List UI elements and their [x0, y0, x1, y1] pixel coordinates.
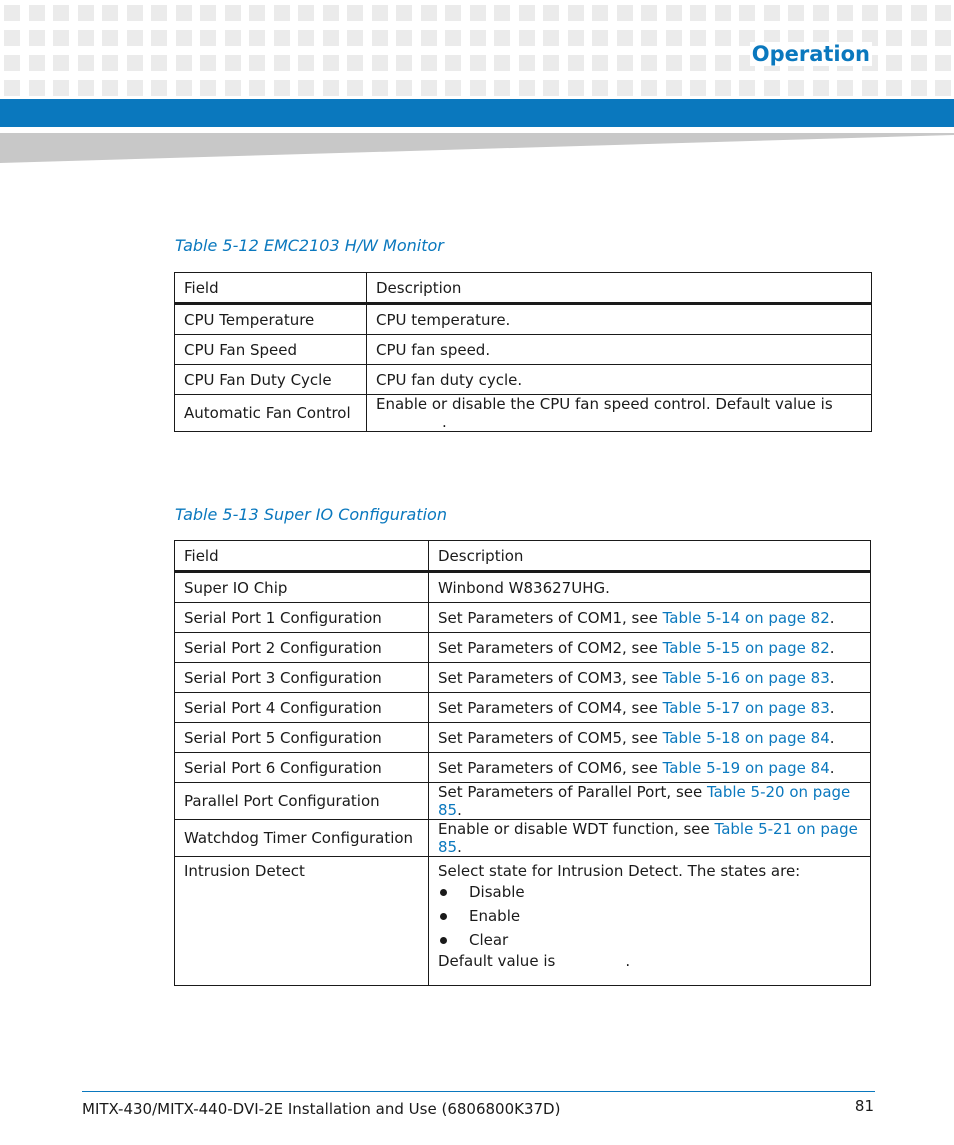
description-cell: Winbond W83627UHG.: [429, 572, 871, 603]
table-row: [175, 304, 872, 335]
description-end: .: [829, 608, 835, 627]
description-end: .: [457, 801, 462, 819]
table-row: [175, 753, 871, 783]
column-header-description: Description: [367, 273, 872, 304]
dot-square: [323, 30, 339, 46]
hw-monitor-table: [174, 272, 872, 432]
table-5-16-link[interactable]: Table 5-16 on page 83: [662, 668, 830, 687]
field-cell: Super IO Chip: [175, 572, 429, 603]
dot-square: [715, 55, 731, 71]
field-cell: Parallel Port Configuration: [175, 783, 429, 820]
table1-caption: Table 5-12 EMC2103 H/W Monitor: [175, 236, 444, 255]
dot-square: [666, 30, 682, 46]
list-item: Disable: [438, 880, 861, 904]
dot-square: [911, 5, 927, 21]
table-header-row: [175, 273, 872, 304]
dot-square: [249, 55, 265, 71]
dot-square: [592, 5, 608, 21]
field-cell: Watchdog Timer Configuration: [175, 820, 429, 857]
dot-square: [323, 80, 339, 96]
page-number: 81: [854, 1097, 874, 1115]
dot-square: [53, 5, 69, 21]
description-text: Set Parameters of COM4, see: [438, 698, 663, 717]
description-end: .: [829, 668, 835, 687]
dot-square: [445, 55, 461, 71]
dot-square: [176, 30, 192, 46]
dot-square: [690, 5, 706, 21]
dot-square: [690, 80, 706, 96]
dot-square: [274, 5, 290, 21]
dot-square: [102, 30, 118, 46]
dot-square: [666, 80, 682, 96]
dot-square: [298, 30, 314, 46]
list-item: Clear: [438, 928, 861, 952]
dot-square: [102, 55, 118, 71]
dot-square: [813, 5, 829, 21]
description-text: Set Parameters of COM5, see: [438, 728, 663, 747]
dot-square: [274, 30, 290, 46]
dot-square: [715, 5, 731, 21]
default-end: .: [625, 952, 631, 970]
dot-square: [690, 30, 706, 46]
dot-square: [519, 5, 535, 21]
dot-square: [29, 55, 45, 71]
table2-caption: Table 5-13 Super IO Configuration: [175, 505, 447, 524]
dot-square: [543, 5, 559, 21]
table-row: [175, 857, 871, 986]
dot-square: [494, 5, 510, 21]
dot-square: [4, 55, 20, 71]
field-cell: Serial Port 6 Configuration: [175, 753, 429, 783]
dot-square: [298, 55, 314, 71]
dot-square: [151, 80, 167, 96]
dot-square: [225, 80, 241, 96]
description-text: Set Parameters of COM3, see: [438, 668, 663, 687]
dot-square: [543, 80, 559, 96]
dot-square: [617, 30, 633, 46]
dot-square: [4, 80, 20, 96]
table-header-row: [175, 541, 871, 572]
dot-square: [813, 80, 829, 96]
table-row: [175, 603, 871, 633]
dot-square: [568, 55, 584, 71]
dot-square: [396, 80, 412, 96]
description-cell: [429, 693, 871, 723]
dot-square: [862, 80, 878, 96]
table-row: [175, 335, 872, 365]
dot-square: [372, 80, 388, 96]
table-row: [175, 633, 871, 663]
dot-square: [764, 80, 780, 96]
dot-square: [886, 55, 902, 71]
dot-square: [29, 5, 45, 21]
description-cell: [429, 633, 871, 663]
dot-square: [470, 5, 486, 21]
dot-square: [151, 30, 167, 46]
list-item: Enable: [438, 904, 861, 928]
table-row: [175, 820, 871, 857]
dot-square: [739, 80, 755, 96]
dot-square: [127, 55, 143, 71]
dot-square: [494, 30, 510, 46]
dot-square: [53, 30, 69, 46]
table-row: [175, 693, 871, 723]
dot-square: [543, 30, 559, 46]
dot-square: [347, 30, 363, 46]
dot-square: [200, 55, 216, 71]
dot-square: [200, 5, 216, 21]
dot-square: [470, 30, 486, 46]
dot-square: [617, 5, 633, 21]
description-text: Enable or disable the CPU fan speed control. Default value is: [376, 395, 833, 413]
dot-square: [29, 80, 45, 96]
column-header-field: Field: [175, 273, 367, 304]
dot-square: [886, 30, 902, 46]
table-row: [175, 783, 871, 820]
table-row: [175, 365, 872, 395]
description-cell: [429, 603, 871, 633]
dot-square: [396, 55, 412, 71]
dot-square: [53, 80, 69, 96]
dot-square: [176, 5, 192, 21]
field-cell: Serial Port 1 Configuration: [175, 603, 429, 633]
dot-square: [935, 80, 951, 96]
description-end: .: [457, 838, 462, 856]
dot-square: [372, 5, 388, 21]
field-cell: Serial Port 5 Configuration: [175, 723, 429, 753]
dot-square: [445, 80, 461, 96]
dot-square: [641, 5, 657, 21]
dot-square: [225, 30, 241, 46]
field-cell: CPU Fan Duty Cycle: [175, 365, 367, 395]
dot-square: [886, 5, 902, 21]
dot-square: [176, 80, 192, 96]
dot-square: [641, 55, 657, 71]
dot-square: [911, 30, 927, 46]
dot-square: [470, 80, 486, 96]
dot-square: [200, 30, 216, 46]
description-cell: [367, 395, 872, 432]
dot-square: [298, 5, 314, 21]
table-row: [175, 663, 871, 693]
description-end: .: [829, 638, 835, 657]
description-cell: CPU fan duty cycle.: [367, 365, 872, 395]
description-end: .: [829, 698, 835, 717]
dot-square: [519, 80, 535, 96]
dot-square: [372, 55, 388, 71]
dot-square: [396, 30, 412, 46]
dot-square: [568, 80, 584, 96]
table-5-14-link[interactable]: Table 5-14 on page 82: [662, 608, 830, 627]
dot-square: [470, 55, 486, 71]
column-header-description: Description: [429, 541, 871, 572]
footer-divider: [82, 1091, 875, 1092]
dot-square: [176, 55, 192, 71]
intrusion-default: [438, 952, 861, 970]
header-gray-wedge: [0, 127, 954, 165]
header-blue-bar: [0, 99, 954, 127]
dot-square: [102, 80, 118, 96]
section-title: Operation: [751, 42, 870, 66]
dot-square: [617, 80, 633, 96]
dot-square: [421, 55, 437, 71]
dot-square: [494, 55, 510, 71]
dot-square: [788, 80, 804, 96]
dot-square: [911, 80, 927, 96]
description-cell: CPU temperature.: [367, 304, 872, 335]
table-5-18-link[interactable]: Table 5-18 on page 84: [662, 728, 830, 747]
dot-square: [568, 30, 584, 46]
dot-square: [715, 80, 731, 96]
dot-square: [249, 30, 265, 46]
dot-square: [690, 55, 706, 71]
dot-square: [568, 5, 584, 21]
dot-square: [225, 5, 241, 21]
dot-square: [617, 55, 633, 71]
description-cell: CPU fan speed.: [367, 335, 872, 365]
description-cell: [429, 857, 871, 986]
description-text: Enable or disable WDT function, see: [438, 820, 715, 838]
footer-document-title: MITX-430/MITX-440-DVI-2E Installation and Use (6806800K37D): [82, 1100, 561, 1118]
dot-square: [347, 80, 363, 96]
default-text: Default value is: [438, 952, 556, 970]
description-cell: [429, 663, 871, 693]
description-text: Set Parameters of Parallel Port, see: [438, 783, 707, 801]
column-header-field: Field: [175, 541, 429, 572]
field-cell: Serial Port 3 Configuration: [175, 663, 429, 693]
dot-square: [127, 30, 143, 46]
description-cell: [429, 820, 871, 857]
dot-square: [200, 80, 216, 96]
field-cell: Automatic Fan Control: [175, 395, 367, 432]
dot-square: [837, 5, 853, 21]
dot-square: [4, 5, 20, 21]
dot-square: [102, 5, 118, 21]
table-5-19-link[interactable]: Table 5-19 on page 84: [662, 758, 830, 777]
dot-square: [421, 5, 437, 21]
dot-square: [641, 80, 657, 96]
table-5-15-link[interactable]: Table 5-15 on page 82: [662, 638, 830, 657]
description-text: Set Parameters of COM6, see: [438, 758, 663, 777]
table-row: [175, 572, 871, 603]
table-row: [175, 395, 872, 432]
description-cell: [429, 753, 871, 783]
dot-square: [274, 80, 290, 96]
dot-square: [78, 80, 94, 96]
table-5-17-link[interactable]: Table 5-17 on page 83: [662, 698, 830, 717]
dot-square: [347, 5, 363, 21]
table-5-20-link[interactable]: Table 5-20 on page 85: [438, 783, 851, 819]
dot-square: [127, 80, 143, 96]
dot-square: [396, 5, 412, 21]
dot-square: [543, 55, 559, 71]
dot-square: [323, 5, 339, 21]
dot-square: [421, 80, 437, 96]
field-cell: CPU Fan Speed: [175, 335, 367, 365]
dot-square: [151, 5, 167, 21]
dot-square: [592, 30, 608, 46]
dot-square: [519, 30, 535, 46]
dot-square: [837, 80, 853, 96]
dot-square: [935, 55, 951, 71]
field-cell: Serial Port 2 Configuration: [175, 633, 429, 663]
dot-square: [151, 55, 167, 71]
dot-square: [323, 55, 339, 71]
dot-square: [886, 80, 902, 96]
dot-square: [445, 5, 461, 21]
dot-square: [445, 30, 461, 46]
description-cell: [429, 783, 871, 820]
dot-square: [788, 5, 804, 21]
dot-square: [715, 30, 731, 46]
dot-square: [739, 5, 755, 21]
dot-square: [764, 5, 780, 21]
dot-square: [4, 30, 20, 46]
intrusion-intro: Select state for Intrusion Detect. The states are:: [438, 862, 801, 880]
dot-square: [249, 5, 265, 21]
description-text: Set Parameters of COM2, see: [438, 638, 663, 657]
dot-square: [225, 55, 241, 71]
dot-square: [78, 55, 94, 71]
dot-square: [29, 30, 45, 46]
dot-square: [935, 5, 951, 21]
dot-square: [494, 80, 510, 96]
field-cell: Serial Port 4 Configuration: [175, 693, 429, 723]
dot-square: [78, 30, 94, 46]
dot-square: [372, 30, 388, 46]
table-row: [175, 723, 871, 753]
dot-square: [641, 30, 657, 46]
table-5-21-link[interactable]: Table 5-21 on page 85: [438, 820, 858, 856]
dot-square: [421, 30, 437, 46]
dot-square: [347, 55, 363, 71]
dot-square: [592, 55, 608, 71]
dot-square: [519, 55, 535, 71]
page-header: [0, 0, 954, 165]
dot-square: [666, 55, 682, 71]
dot-square: [78, 5, 94, 21]
dot-square: [53, 55, 69, 71]
dot-square: [592, 80, 608, 96]
description-text: Set Parameters of COM1, see: [438, 608, 663, 627]
dot-square: [127, 5, 143, 21]
description-end: .: [442, 413, 447, 431]
description-end: .: [829, 728, 835, 747]
dot-square: [862, 5, 878, 21]
field-cell: Intrusion Detect: [175, 857, 429, 986]
intrusion-state-list: [438, 880, 861, 952]
dot-square: [911, 55, 927, 71]
dot-square: [274, 55, 290, 71]
field-cell: CPU Temperature: [175, 304, 367, 335]
description-cell: [429, 723, 871, 753]
dot-square: [298, 80, 314, 96]
dot-square: [249, 80, 265, 96]
super-io-table: [174, 540, 871, 986]
dot-square: [666, 5, 682, 21]
description-end: .: [829, 758, 835, 777]
dot-square: [935, 30, 951, 46]
